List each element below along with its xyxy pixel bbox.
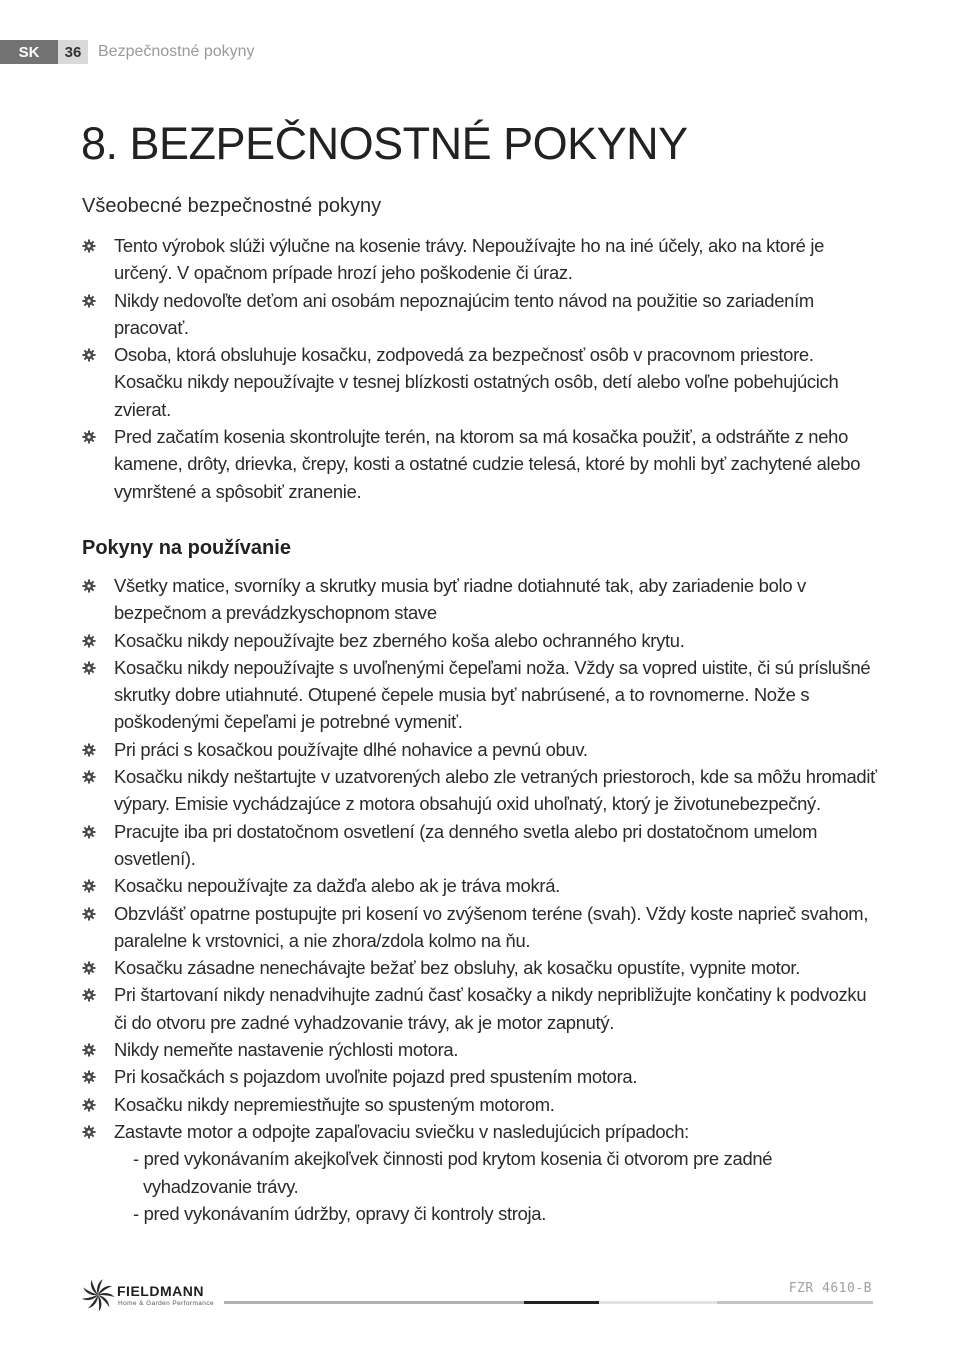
- general-safety-heading: Všeobecné bezpečnostné pokyny: [82, 195, 382, 217]
- brand-tagline: Home & Garden Performance: [118, 1300, 214, 1307]
- list-item: Kosačku zásadne nenechávajte bežať bez obsluhy, ak kosačku opustíte, vypnite motor.: [82, 954, 882, 981]
- gear-bullet-icon: [82, 770, 96, 784]
- list-item: Pri štartovaní nikdy nenadvihujte zadnú časť kosačky a nikdy nepribližujte končatiny k podvozku či do otvoru pre zadné vyhadzovanie trávy, ak je motor zapnutý.: [82, 981, 882, 1036]
- list-item: Tento výrobok slúži výlučne na kosenie trávy. Nepoužívajte ho na iné účely, ako na ktoré je určený. V opačnom prípade hrozí jeho poškodenie či úraz.: [82, 232, 882, 287]
- brand-logo: [81, 1278, 231, 1312]
- page-number: 36: [58, 40, 88, 64]
- gear-bullet-icon: [82, 348, 96, 362]
- brand-name: FIELDMANN: [117, 1283, 204, 1299]
- list-item: Kosačku nikdy nepoužívajte s uvoľnenými čepeľami noža. Vždy sa vopred uistite, či sú príslušné skrutky dobre utiahnuté. Otupené čepele musia byť nabrúsené, a to rovnomerne. Nože s poškodenými čepeľami je potrebné vymeniť.: [82, 654, 882, 736]
- footer-rule-segment: [599, 1301, 717, 1304]
- usage-list: [82, 572, 882, 1227]
- gear-bullet-icon: [82, 988, 96, 1002]
- list-item: Kosačku nikdy nepoužívajte bez zberného koša alebo ochranného krytu.: [82, 627, 882, 654]
- gear-bullet-icon: [82, 239, 96, 253]
- gear-bullet-icon: [82, 1070, 96, 1084]
- gear-bullet-icon: [82, 961, 96, 975]
- footer-rule-segment: [717, 1301, 873, 1304]
- list-item: Kosačku nikdy nepremiestňujte so spusteným motorom.: [82, 1091, 882, 1118]
- gear-bullet-icon: [82, 430, 96, 444]
- usage-heading: Pokyny na používanie: [82, 537, 291, 559]
- footer-rule-segment: [224, 1301, 524, 1304]
- sub-list-item: - pred vykonávaním údržby, opravy či kontroly stroja.: [133, 1202, 547, 1224]
- language-tab: SK: [0, 40, 58, 64]
- page-header: [0, 40, 255, 64]
- gear-bullet-icon: [82, 1125, 96, 1139]
- list-item: Nikdy nemeňte nastavenie rýchlosti motora.: [82, 1036, 882, 1063]
- sub-list-item: - pred vykonávaním akejkoľvek činnosti pod krytom kosenia či otvorom pre zadné vyhadzovanie trávy.: [133, 1148, 773, 1197]
- list-item: Všetky matice, svorníky a skrutky musia byť riadne dotiahnuté tak, aby zariadenie bolo v bezpečnom a prevádzkyschopnom stave: [82, 572, 882, 627]
- list-item: Zastavte motor a odpojte zapaľovaciu sviečku v nasledujúcich prípadoch: - pred vykonávaním akejkoľvek činnosti pod krytom kosenia či otvorom pre zadné vyhadzovanie trávy. - pred vykonávaním údržby, opravy či kontroly stroja.: [82, 1118, 882, 1227]
- gear-bullet-icon: [82, 907, 96, 921]
- stop-conditions-sublist: [114, 1145, 882, 1227]
- gear-bullet-icon: [82, 294, 96, 308]
- gear-bullet-icon: [82, 634, 96, 648]
- list-item: Pracujte iba pri dostatočnom osvetlení (za denného svetla alebo pri dostatočnom umelom osvetlení).: [82, 818, 882, 873]
- gear-bullet-icon: [82, 825, 96, 839]
- page-title: 8. BEZPEČNOSTNÉ POKYNY: [81, 118, 688, 169]
- gear-bullet-icon: [82, 579, 96, 593]
- gear-bullet-icon: [82, 743, 96, 757]
- list-item: Pred začatím kosenia skontrolujte terén, na ktorom sa má kosačka použiť, a odstráňte z neho kamene, drôty, drievka, črepy, kosti a ostatné cudzie telesá, ktoré by mohli byť zachytené alebo vymrštené a spôsobiť zranenie.: [82, 423, 882, 505]
- footer-rule-segment: [524, 1301, 599, 1304]
- gear-bullet-icon: [82, 661, 96, 675]
- general-safety-list: [82, 232, 882, 505]
- running-section-title: Bezpečnostné pokyny: [98, 43, 255, 60]
- list-item: Kosačku nepoužívajte za dažďa alebo ak je tráva mokrá.: [82, 872, 882, 899]
- gear-bullet-icon: [82, 1043, 96, 1057]
- list-item: Obzvlášť opatrne postupujte pri kosení vo zvýšenom teréne (svah). Vždy koste naprieč svahom, paralelne k vrstovnici, a nie zhora/zdola kolmo na ňu.: [82, 900, 882, 955]
- list-item: Pri práci s kosačkou používajte dlhé nohavice a pevnú obuv.: [82, 736, 882, 763]
- gear-bullet-icon: [82, 1098, 96, 1112]
- list-item: Nikdy nedovoľte deťom ani osobám nepoznajúcim tento návod na použitie so zariadením pracovať.: [82, 287, 882, 342]
- model-number: FZR 4610-B: [788, 1281, 872, 1296]
- fan-logo-icon: [81, 1278, 115, 1312]
- list-item: Osoba, ktorá obsluhuje kosačku, zodpovedá za bezpečnosť osôb v pracovnom priestore. Kosačku nikdy nepoužívajte v tesnej blízkosti ostatných osôb, detí alebo voľne pobehujúcich zvierat.: [82, 341, 882, 423]
- list-item: Kosačku nikdy neštartujte v uzatvorených alebo zle vetraných priestoroch, kde sa môžu hromadiť výpary. Emisie vychádzajúce z motora obsahujú oxid uhoľnatý, ktorý je životunebezpečný.: [82, 763, 882, 818]
- list-item: Pri kosačkách s pojazdom uvoľnite pojazd pred spustením motora.: [82, 1063, 882, 1090]
- gear-bullet-icon: [82, 879, 96, 893]
